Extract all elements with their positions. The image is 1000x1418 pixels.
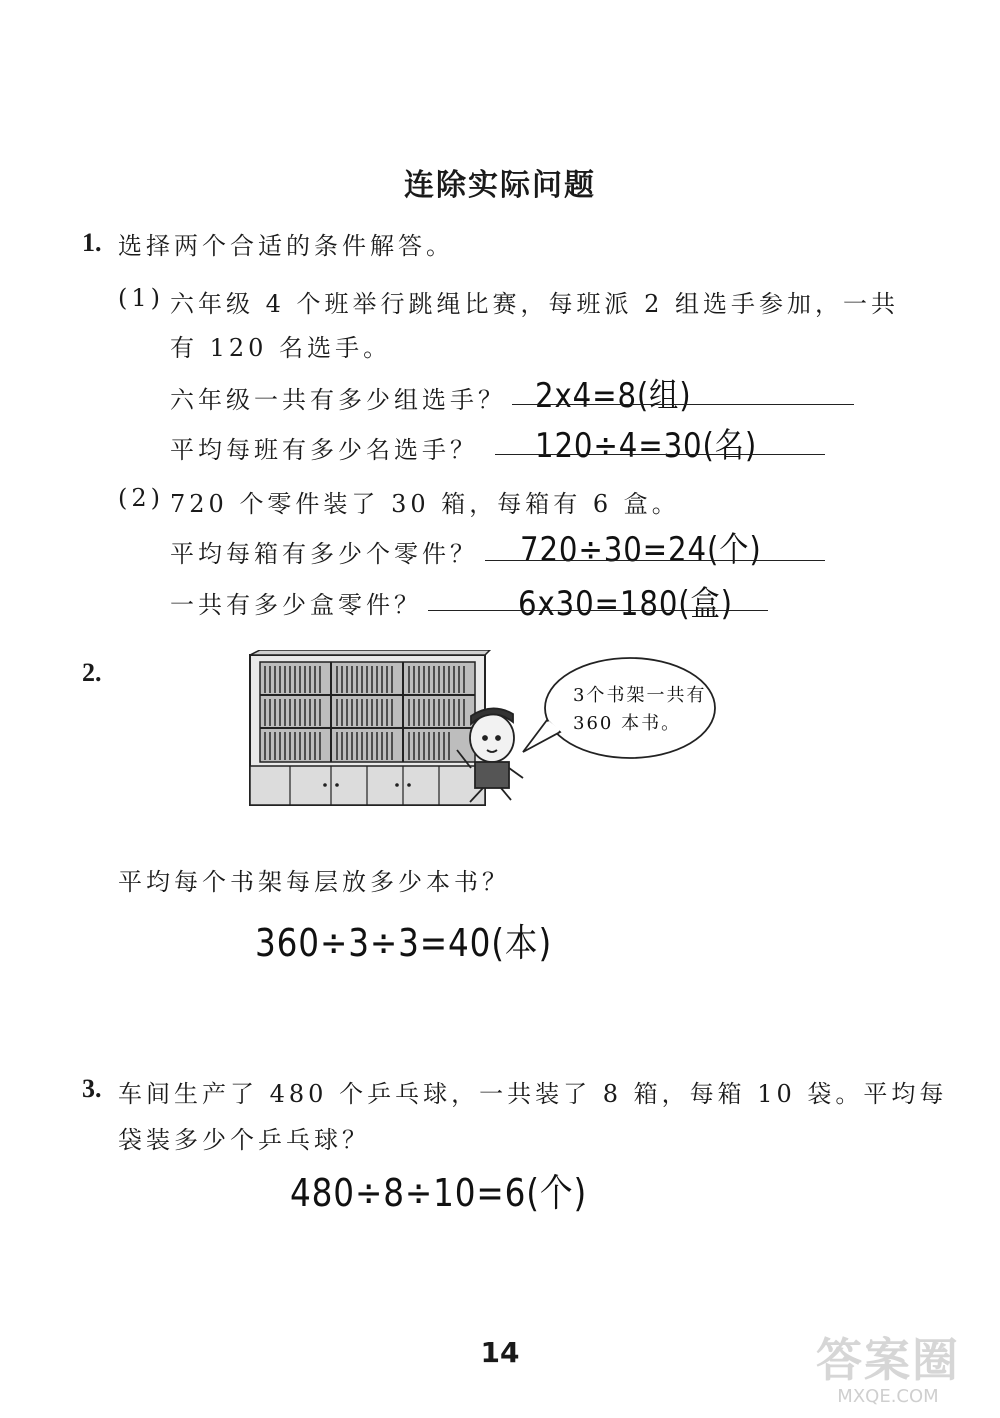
q1-part1-text-line1: 六年级 4 个班举行跳绳比赛，每班派 2 组选手参加，一共	[170, 290, 900, 318]
q1-part1-text-line2: 有 120 名选手。	[170, 334, 392, 362]
answer-line	[428, 610, 768, 611]
question-1-prompt: 选择两个合适的条件解答。	[118, 232, 454, 260]
answer-line	[495, 454, 825, 455]
q1-part2-text-line1: 720 个零件装了 30 箱，每箱有 6 盒。	[170, 490, 680, 518]
answer-line	[512, 404, 854, 405]
question-3-answer: 480÷8÷10=6(个)	[290, 1171, 588, 1215]
q1-part2-answer-a: 720÷30=24(个)	[520, 530, 762, 570]
q1-part2-question-a: 平均每箱有多少个零件？	[170, 540, 478, 568]
q1-part1-question-b: 平均每班有多少名选手？	[170, 436, 478, 464]
q1-part2-answer-b: 6x30=180(盒)	[518, 584, 733, 624]
q1-part1-answer-a: 2x4=8(组)	[535, 376, 692, 416]
q1-part1-answer-b: 120÷4=30(名)	[535, 426, 758, 466]
question-2-text: 平均每个书架每层放多少本书？	[118, 868, 510, 896]
q1-part2-label: (2)	[118, 484, 164, 512]
answer-line	[485, 560, 825, 561]
speech-bubble	[523, 658, 715, 758]
question-1-number: 1.	[82, 228, 102, 257]
bookshelf-icon	[250, 650, 490, 805]
watermark-logo: 答案圈 MXQE.COM	[816, 1333, 960, 1407]
q1-part2-question-b: 一共有多少盒零件？	[170, 591, 422, 619]
question-2-number: 2.	[82, 658, 102, 687]
question-2-answer: 360÷3÷3=40(本)	[255, 921, 553, 965]
question-3-text-line2: 袋装多少个乒乓球？	[118, 1126, 370, 1154]
bubble-line-2: 360 本书。	[573, 713, 682, 734]
question-3-number: 3.	[82, 1074, 102, 1103]
bubble-line-1: 3个书架一共有	[573, 685, 707, 706]
bookshelf-illustration	[245, 650, 745, 815]
page-number: 14	[480, 1336, 520, 1369]
q1-part1-question-a: 六年级一共有多少组选手？	[170, 386, 506, 414]
question-3-text-line1: 车间生产了 480 个乒乓球，一共装了 8 箱，每箱 10 袋。平均每	[118, 1080, 948, 1108]
page-title: 连除实际问题	[404, 168, 596, 203]
q1-part1-label: (1)	[118, 284, 164, 312]
